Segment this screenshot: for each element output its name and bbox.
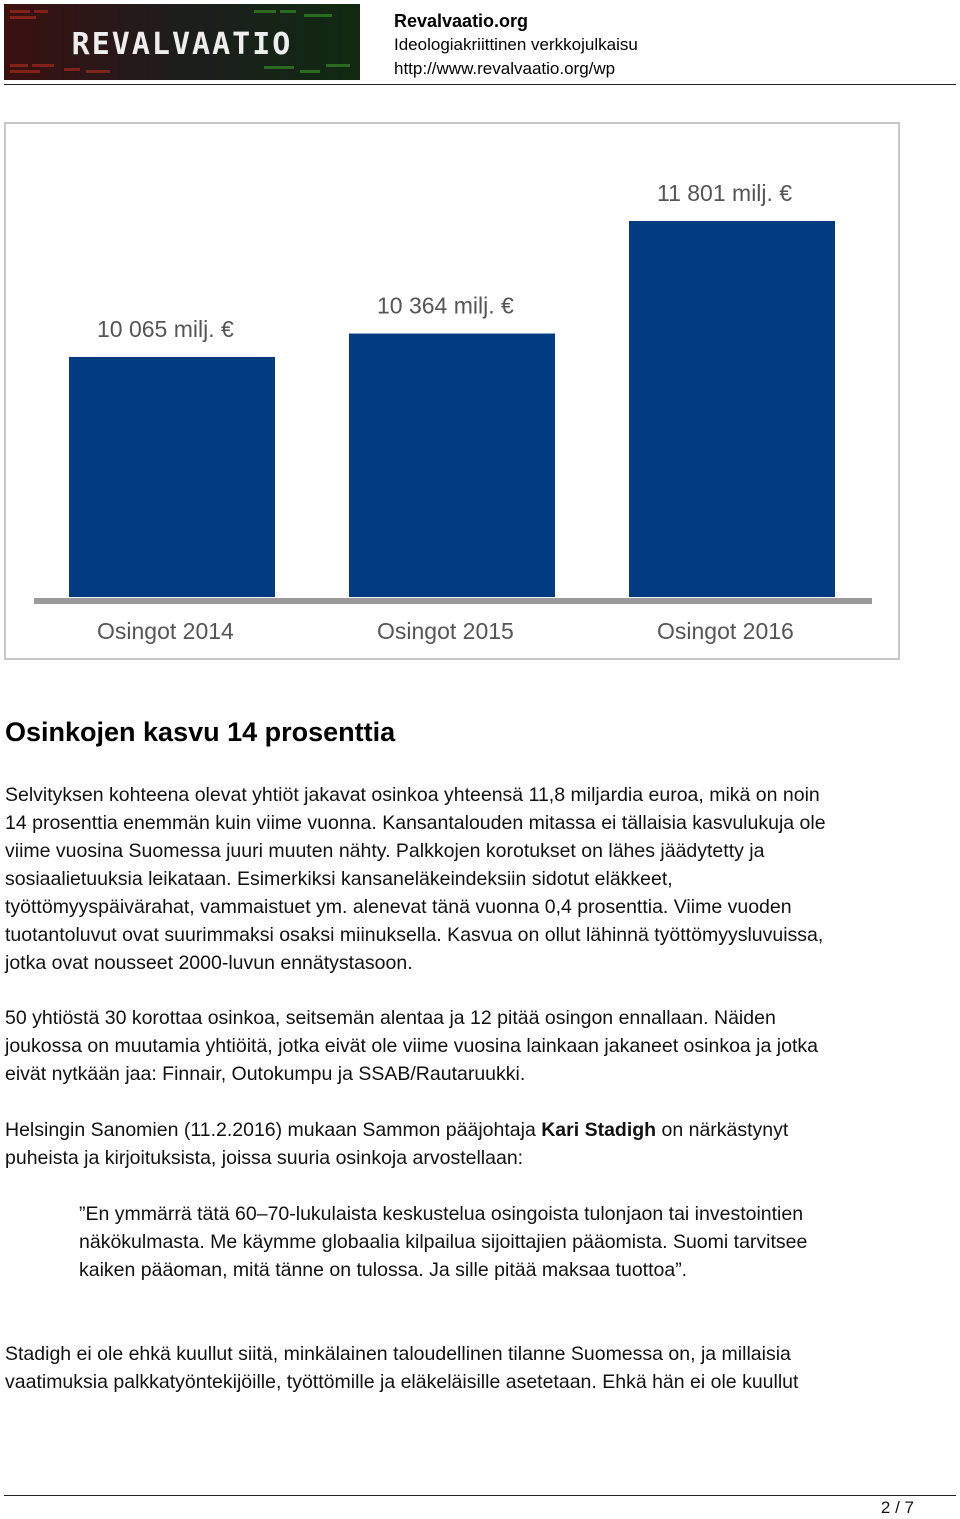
footer-divider [4,1495,956,1496]
site-title[interactable]: Revalvaatio.org [394,11,529,31]
text-line: Selvityksen kohteena olevat yhtiöt jakavat osinkoa yhteensä 11,8 miljardia euroa, mikä on noin [5,784,820,806]
text-line [5,1116,950,1144]
dividends-chart [4,122,900,660]
text-line: joukossa on muutamia yhtiöitä, jotka eivät ole viime vuosina lainkaan jakaneet osinkoa ja jotka [5,1035,818,1057]
site-info [394,9,638,81]
chart-canvas [6,124,898,658]
site-tagline: Ideologiakriittinen verkkojulkaisu [394,35,638,54]
text-line: Stadigh ei ole ehkä kuullut siitä, minkälainen taloudellinen tilanne Suomessa on, ja millaisia [5,1343,791,1365]
person-name: Kari Stadigh [541,1119,657,1141]
paragraph-stadigh-critique [5,1340,950,1396]
category-label: Osingot 2015 [377,618,514,644]
text-line: sosiaalietuuksia leikataan. Esimerkiksi kansaneläkeindeksiin sidotut eläkkeet, [5,868,673,890]
paragraph-stadigh-intro [5,1116,950,1172]
stadigh-quote [79,1200,939,1284]
header-divider [4,84,956,85]
quote-line: ”En ymmärrä tätä 60–70-lukulaista keskustelua osingoista tulonjaon tai investointien [79,1203,804,1225]
bar-osingot-2016 [629,221,835,597]
text-line: 14 prosenttia enemmän kuin viime vuonna. Kansantalouden mitassa ei tällaisia kasvulukuja ole [5,812,826,834]
article-heading: Osinkojen kasvu 14 prosenttia [5,717,396,747]
data-label: 10 065 milj. € [97,315,234,342]
text-line: vaatimuksia palkkatyöntekijöille, työttömille ja eläkeläisille asetetaan. Ehkä hän ei ole kuullut [5,1371,799,1393]
text-span: Helsingin Sanomien (11.2.2016) mukaan Sammon pääjohtaja [5,1119,542,1141]
paragraph-company-counts [5,1004,950,1088]
text-line: työttömyyspäivärahat, vammaistuet ym. alenevat tänä vuonna 0,4 prosenttia. Viime vuoden [5,896,792,918]
text-line: puheista ja kirjoituksista, joissa suuria osinkoja arvostellaan: [5,1147,524,1169]
text-line: viime vuosina Suomessa juuri muuten nähty. Palkkojen korotukset on lähes jäädytetty ja [5,840,765,862]
logo-graphic [4,4,360,80]
data-label: 11 801 milj. € [657,180,793,206]
text-line: jotka ovat nousseet 2000-luvun ennätystasoon. [5,952,413,974]
data-label: 10 364 milj. € [377,292,514,319]
quote-line: näkökulmasta. Me käymme globaalia kilpailua sijoittajien pääomista. Suomi tarvitsee [79,1231,808,1253]
page-number: 2 / 7 [880,1498,914,1517]
logo-wordmark: REVALVAATIO [71,27,293,62]
x-axis-baseline [34,598,872,604]
text-line: 50 yhtiöstä 30 korottaa osinkoa, seitsemän alentaa ja 12 pitää osingon ennallaan. Näiden [5,1007,776,1029]
category-label: Osingot 2014 [97,618,234,644]
site-logo[interactable] [4,4,360,80]
site-url[interactable]: http://www.revalvaatio.org/wp [394,59,616,78]
text-span: on närkästynyt [656,1119,789,1141]
paragraph-dividend-growth [5,781,950,977]
text-line: tuotantoluvut ovat suurimmaksi osaksi miinuksella. Kasvua on ollut lähinnä työttömyysluvuissa, [5,924,824,946]
bar-osingot-2015 [349,334,555,597]
bar-osingot-2014 [69,357,275,597]
text-line: eivät nytkään jaa: Finnair, Outokumpu ja SSAB/Rautaruukki. [5,1063,526,1085]
quote-line: kaiken pääoman, mitä tänne on tulossa. Ja sille pitää maksaa tuottoa”. [79,1259,688,1281]
category-label: Osingot 2016 [657,618,794,644]
